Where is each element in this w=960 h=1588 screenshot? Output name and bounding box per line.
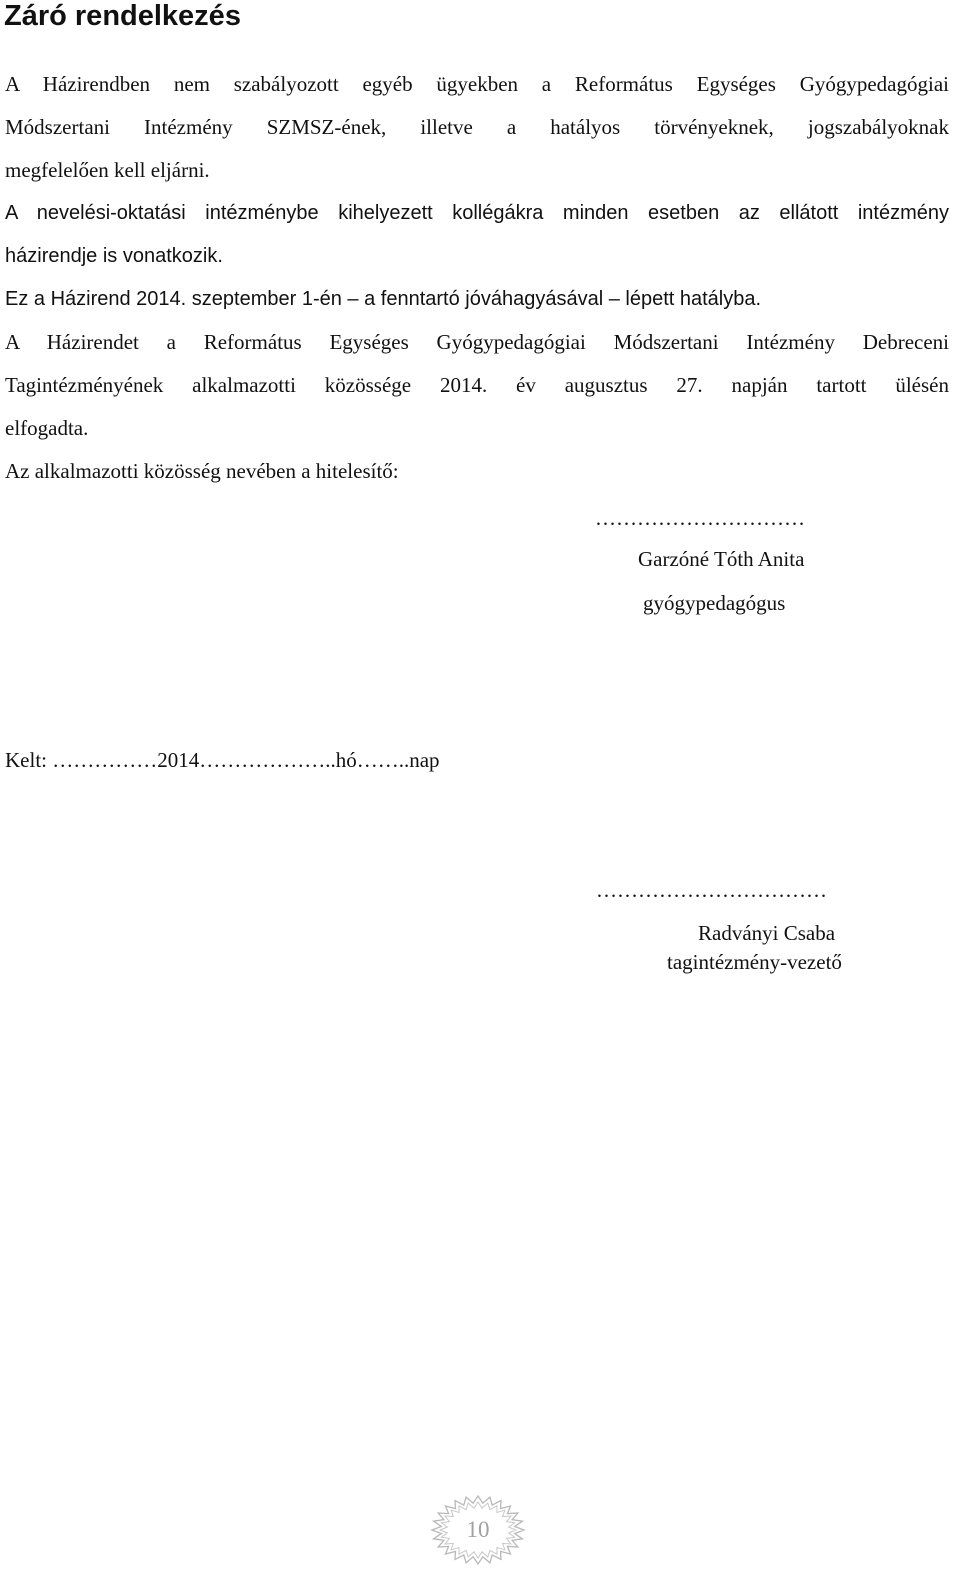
paragraph-1-line-1: A Házirendben nem szabályozott egyéb ügyekben a Református Egységes Gyógypedagógiai [5, 72, 949, 96]
signature-1-line: ………………………… [595, 506, 805, 530]
date-line: Kelt: ……………2014………………..hó……..nap [5, 748, 440, 772]
paragraph-1 [5, 63, 949, 192]
signature-1-title: gyógypedagógus [643, 591, 786, 615]
page-number-badge [430, 1494, 526, 1566]
signature-2-title: tagintézmény-vezető [667, 950, 842, 974]
paragraph-4-line-1: A Házirendet a Református Egységes Gyógypedagógiai Módszertani Intézmény Debreceni [5, 330, 949, 354]
page-number: 10 [466, 1517, 490, 1542]
signature-1-name: Garzóné Tóth Anita [638, 547, 805, 571]
paragraph-2-line-1: A nevelési-oktatási intézménybe kihelyezett kollégákra minden esetben az ellátott intézmény [5, 202, 949, 224]
signature-2-line: …………………………… [596, 878, 827, 902]
paragraph-2 [5, 192, 949, 278]
paragraph-2-line-2: házirendje is vonatkozik. [5, 245, 223, 267]
paragraph-1-line-2: Módszertani Intézmény SZMSZ-ének, illetve a hatályos törvényeknek, jogszabályoknak [5, 115, 949, 139]
paragraph-1-line-3: megfelelően kell eljárni. [5, 158, 210, 182]
paragraph-4-line-3: elfogadta. [5, 416, 89, 440]
signature-2-name: Radványi Csaba [698, 921, 836, 945]
paragraph-4-line-2: Tagintézményének alkalmazotti közössége 2014. év augusztus 27. napján tartott ülésén [5, 373, 949, 397]
paragraph-5 [5, 450, 949, 493]
paragraph-4 [5, 321, 949, 450]
paragraph-3 [5, 278, 949, 321]
paragraph-5-text: Az alkalmazotti közösség nevében a hitelesítő: [5, 459, 399, 483]
paragraph-3-text: Ez a Házirend 2014. szeptember 1-én – a fenntartó jóváhagyásával – lépett hatályba. [5, 288, 762, 310]
section-heading: Záró rendelkezés [4, 0, 241, 32]
